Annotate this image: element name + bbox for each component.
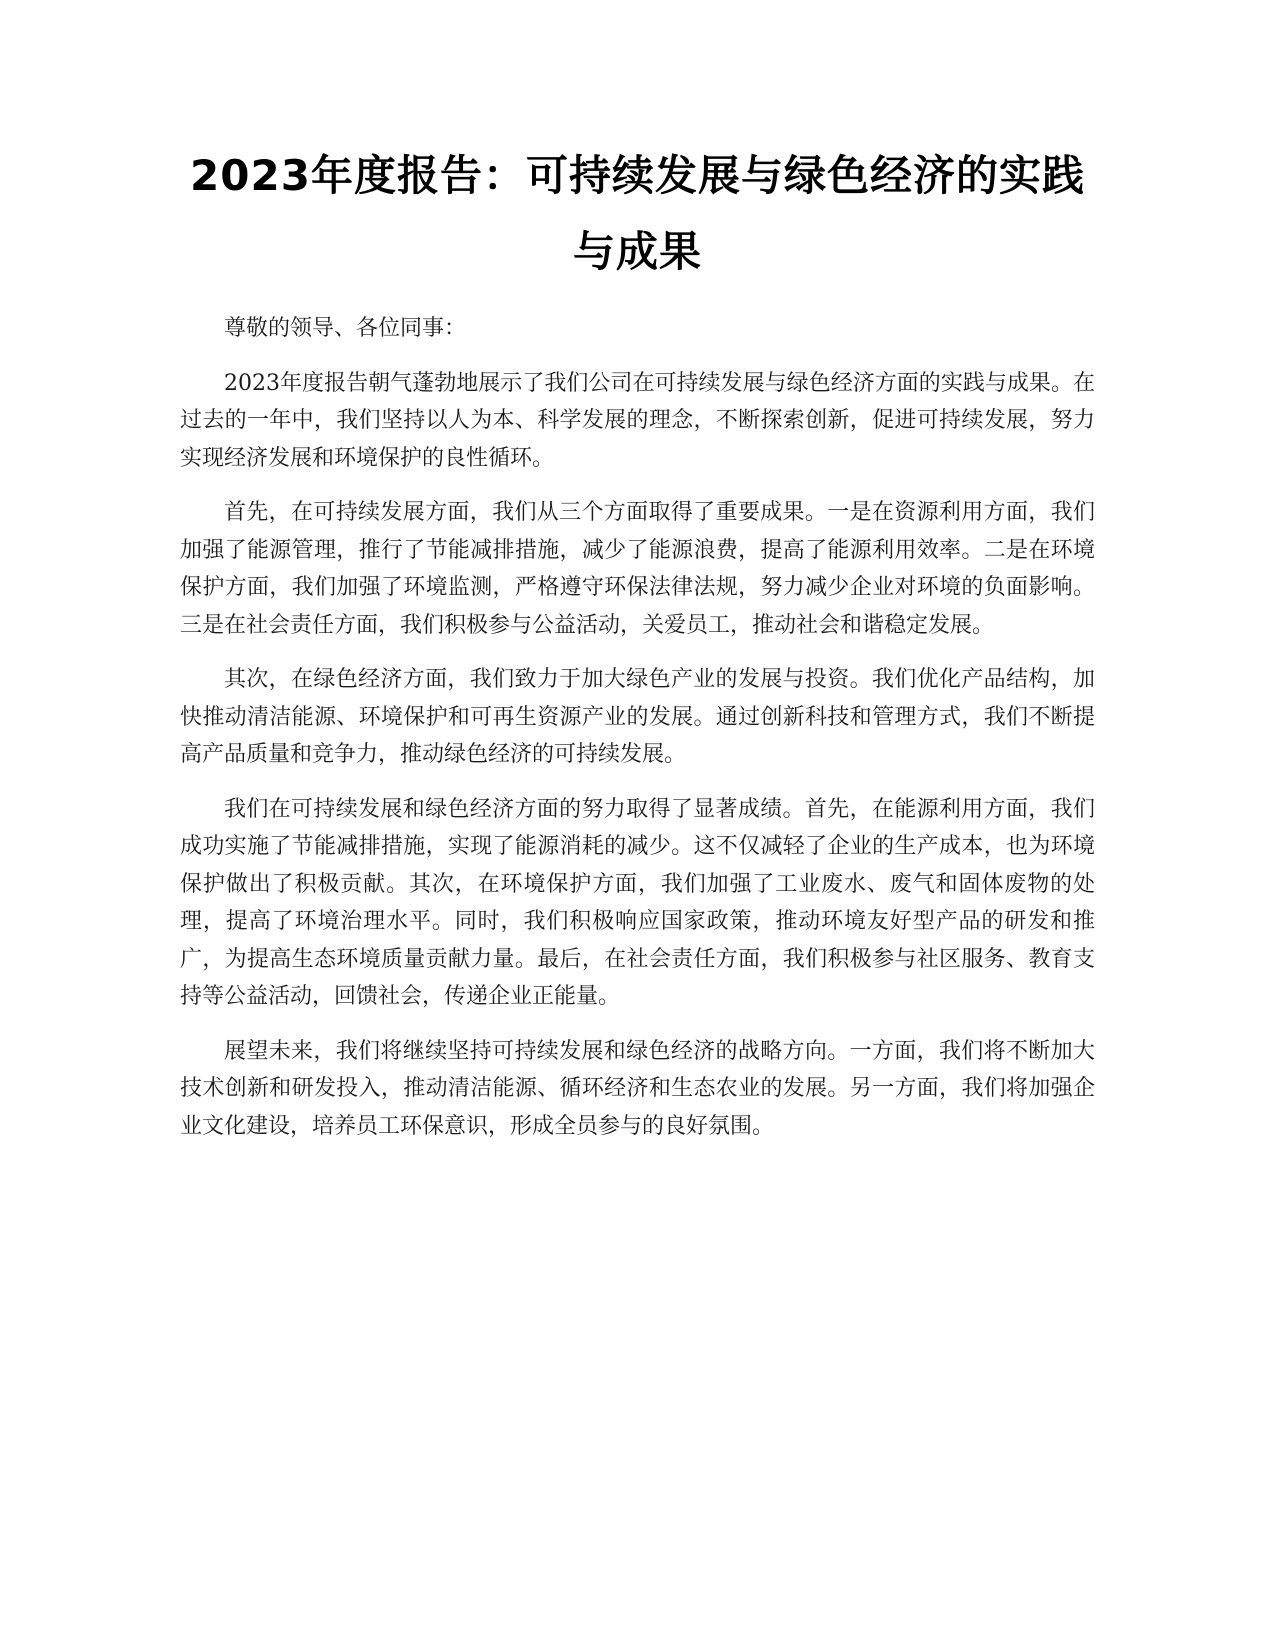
document-body	[180, 310, 1095, 1162]
paragraph-green-economy: 其次，在绿色经济方面，我们致力于加大绿色产业的发展与投资。我们优化产品结构，加快推动清洁能源、环境保护和可再生资源产业的发展。通过创新科技和管理方式，我们不断提高产品质量和竞争力，推动绿色经济的可持续发展。	[180, 667, 1095, 767]
paragraph-achievements: 我们在可持续发展和绿色经济方面的努力取得了显著成绩。首先，在能源利用方面，我们成功实施了节能减排措施，实现了能源消耗的减少。这不仅减轻了企业的生产成本，也为环境保护做出了积极贡献。其次，在环境保护方面，我们加强了工业废水、废气和固体废物的处理，提高了环境治理水平。同时，我们积极响应国家政策，推动环境友好型产品的研发和推广，为提高生态环境质量贡献力量。最后，在社会责任方面，我们积极参与社区服务、教育支持等公益活动，回馈社会，传递企业正能量。	[180, 796, 1095, 1009]
greeting: 尊敬的领导、各位同事：	[224, 316, 467, 341]
paragraph-sustainability: 首先，在可持续发展方面，我们从三个方面取得了重要成果。一是在资源利用方面，我们加强了能源管理，推行了节能减排措施，减少了能源浪费，提高了能源利用效率。二是在环境保护方面，我们加强了环境监测，严格遵守环保法律法规，努力减少企业对环境的负面影响。三是在社会责任方面，我们积极参与公益活动，关爱员工，推动社会和谐稳定发展。	[180, 500, 1095, 638]
document-title: 2023年度报告：可持续发展与绿色经济的实践与成果	[190, 151, 1085, 276]
paragraph-outlook: 展望未来，我们将继续坚持可持续发展和绿色经济的战略方向。一方面，我们将不断加大技术创新和研发投入，推动清洁能源、循环经济和生态农业的发展。另一方面，我们将加强企业文化建设，培养员工环保意识，形成全员参与的良好氛围。	[180, 1038, 1095, 1139]
paragraph-intro: 2023年度报告朝气蓬勃地展示了我们公司在可持续发展与绿色经济方面的实践与成果。在过去的一年中，我们坚持以人为本、科学发展的理念，不断探索创新，促进可持续发展，努力实现经济发展和环境保护的良性循环。	[180, 370, 1095, 471]
